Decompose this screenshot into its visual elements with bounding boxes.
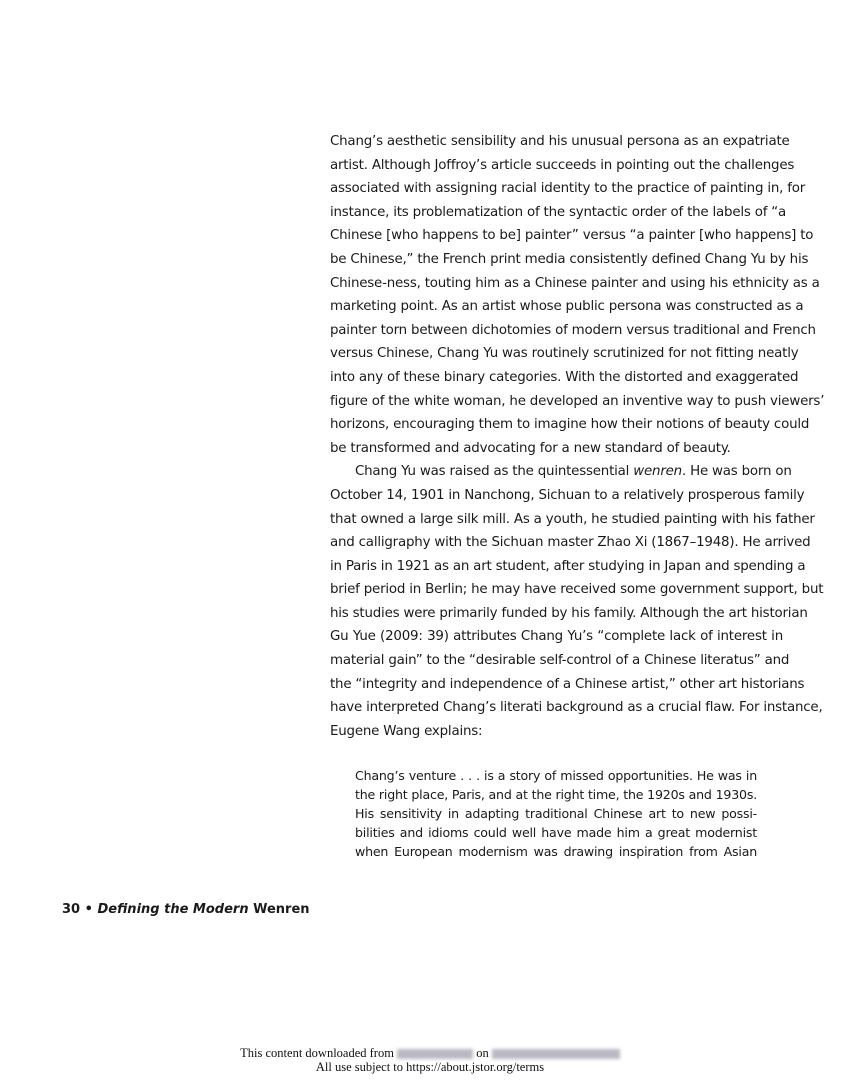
text-line: instance, its problematization of the syntactic order of the labels of “a (330, 204, 787, 220)
text-line: marketing point. As an artist whose public persona was constructed as a (330, 299, 804, 315)
page-number: 30 (62, 902, 81, 917)
text-line: versus Chinese, Chang Yu was routinely scrutinized for not fitting neatly (330, 346, 799, 362)
text-line: material gain” to the “desirable self-control of a Chinese literatus” and (330, 653, 790, 669)
book-title-rest: Wenren (253, 902, 310, 917)
text-span: . He was born on (681, 464, 792, 480)
jstor-notice (0, 1046, 860, 1074)
text-line (330, 460, 792, 484)
text-line: brief period in Berlin; he may have received some government support, but (330, 582, 824, 598)
download-line (0, 1046, 860, 1060)
text-line: have interpreted Chang’s literati background as a crucial flaw. For instance, (330, 700, 823, 716)
redacted-ip (397, 1049, 473, 1059)
text-line: Gu Yue (2009: 39) attributes Chang Yu’s “complete lack of interest in (330, 629, 783, 645)
text-line: artist. Although Joffroy’s article succeeds in pointing out the challenges (330, 157, 795, 173)
body-text (330, 130, 825, 743)
text-line: Chinese [who happens to be] painter” versus “a painter [who happens] to (330, 228, 814, 244)
text-line: associated with assigning racial identity to the practice of painting in, for (330, 181, 806, 197)
text-line: Chinese-ness, touting him as a Chinese painter and using his ethnicity as a (330, 275, 820, 291)
text-line: his studies were primarily funded by his family. Although the art historian (330, 605, 808, 621)
text-line: Chang’s venture . . . is a story of missed opportunities. He was in (355, 768, 757, 783)
text-line: figure of the white woman, he developed an inventive way to push viewers’ (330, 393, 825, 409)
text-line: horizons, encouraging them to imagine how their notions of beauty could (330, 417, 810, 433)
text-line: Chang’s aesthetic sensibility and his unusual persona as an expatriate (330, 134, 790, 149)
block-quote (355, 766, 757, 861)
text-line: Eugene Wang explains: (330, 723, 483, 739)
text-line: be transformed and advocating for a new standard of beauty. (330, 440, 731, 456)
text-line: October 14, 1901 in Nanchong, Sichuan to a relatively prosperous family (330, 487, 805, 503)
running-footer (62, 902, 310, 917)
book-title-italic: Defining the Modern (97, 902, 249, 917)
text-span: Chang Yu was raised as the quintessential (355, 464, 634, 480)
text-line: into any of these binary categories. With the distorted and exaggerated (330, 369, 799, 385)
terms-line: All use subject to https://about.jstor.org/terms (315, 1060, 545, 1074)
redacted-date (492, 1049, 620, 1059)
download-prefix: This content downloaded from (240, 1046, 394, 1060)
text-line: bilities and idioms could well have made him a great modernist (355, 825, 757, 840)
text-line: the “integrity and independence of a Chinese artist,” other art historians (330, 676, 805, 692)
text-line: painter torn between dichotomies of modern versus traditional and French (330, 322, 816, 338)
download-on: on (476, 1046, 489, 1060)
paragraph-1 (330, 130, 825, 460)
text-line: be Chinese,” the French print media consistently defined Chang Yu by his (330, 251, 809, 267)
bullet: • (84, 902, 93, 917)
text-line: and calligraphy with the Sichuan master Zhao Xi (1867–1948). He arrived (330, 535, 811, 551)
text-line: that owned a large silk mill. As a youth, he studied painting with his father (330, 511, 815, 527)
italic-term: wenren (633, 464, 682, 480)
text-line: in Paris in 1921 as an art student, after studying in Japan and spending a (330, 558, 806, 574)
paragraph-2 (330, 460, 824, 743)
text-line: His sensitivity in adapting traditional Chinese art to new possi- (355, 806, 757, 821)
text-line: the right place, Paris, and at the right time, the 1920s and 1930s. (355, 787, 757, 802)
text-line: when European modernism was drawing inspiration from Asian (355, 844, 757, 859)
